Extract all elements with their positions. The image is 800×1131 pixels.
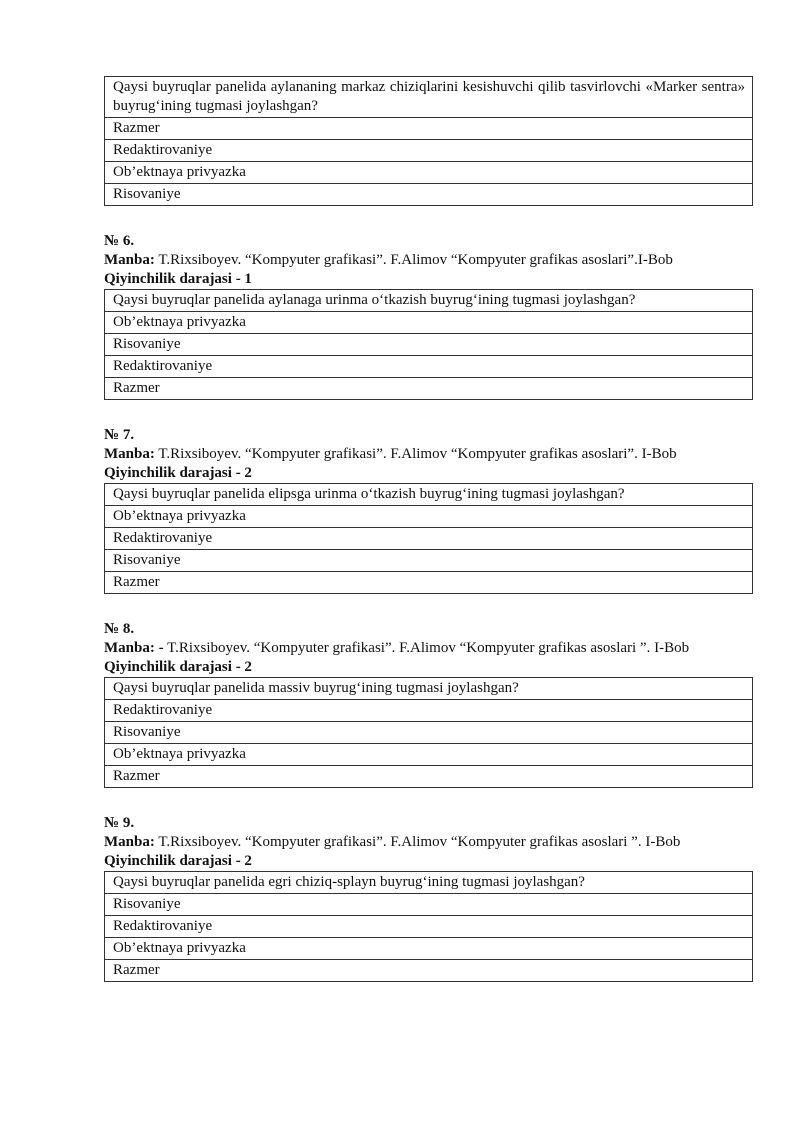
question-text: Qaysi buyruqlar panelida aylanaga urinma o‘tkazish buyrug‘ining tugmasi joylashgan? (105, 290, 753, 312)
option-row (105, 938, 753, 960)
question-source (104, 251, 753, 270)
question-row (105, 290, 753, 312)
option-text: Razmer (105, 960, 753, 982)
question-table (104, 871, 753, 982)
option-row (105, 140, 753, 162)
question-number: № 9. (104, 815, 135, 831)
question-table (104, 483, 753, 594)
option-row (105, 572, 753, 594)
option-row (105, 960, 753, 982)
document-page (104, 76, 753, 982)
option-text: Ob’ektnaya privyazka (105, 938, 753, 960)
question-text: Qaysi buyruqlar panelida aylananing markaz chiziqlarini kesishuvchi qilib tasvirlovchi «Marker sentra» buyrug‘ining tugmasi joylashgan? (105, 77, 753, 118)
option-text: Ob’ektnaya privyazka (105, 312, 753, 334)
question-table (104, 677, 753, 788)
option-row (105, 550, 753, 572)
question-difficulty: Qiyinchilik darajasi - 2 (104, 659, 252, 675)
option-text: Redaktirovaniye (105, 528, 753, 550)
question-text: Qaysi buyruqlar panelida elipsga urinma o‘tkazish buyrug‘ining tugmasi joylashgan? (105, 484, 753, 506)
question-text: Qaysi buyruqlar panelida massiv buyrug‘ining tugmasi joylashgan? (105, 678, 753, 700)
option-text: Risovaniye (105, 184, 753, 206)
question-text: Qaysi buyruqlar panelida egri chiziq-splayn buyrug‘ining tugmasi joylashgan? (105, 872, 753, 894)
option-row (105, 334, 753, 356)
question-block-6 (104, 232, 753, 400)
option-row (105, 916, 753, 938)
question-number: № 7. (104, 427, 135, 443)
question-number: № 8. (104, 621, 135, 637)
source-text: T.Rixsiboyev. “Kompyuter grafikasi”. F.Alimov “Kompyuter grafikas asoslari”. I-Bob (158, 446, 677, 462)
option-text: Ob’ektnaya privyazka (105, 162, 753, 184)
option-row (105, 312, 753, 334)
option-row (105, 722, 753, 744)
option-text: Redaktirovaniye (105, 700, 753, 722)
question-source (104, 639, 753, 658)
option-row (105, 766, 753, 788)
source-label: Manba: - (104, 640, 164, 656)
option-text: Redaktirovaniye (105, 356, 753, 378)
question-block-7 (104, 426, 753, 594)
option-row (105, 162, 753, 184)
question-difficulty: Qiyinchilik darajasi - 1 (104, 271, 252, 287)
question-difficulty: Qiyinchilik darajasi - 2 (104, 853, 252, 869)
option-text: Risovaniye (105, 894, 753, 916)
question-source (104, 833, 753, 852)
option-row (105, 356, 753, 378)
source-text: T.Rixsiboyev. “Kompyuter grafikasi”. F.Alimov “Kompyuter grafikas asoslari”.I-Bob (158, 252, 673, 268)
option-text: Risovaniye (105, 550, 753, 572)
question-row (105, 872, 753, 894)
option-text: Redaktirovaniye (105, 916, 753, 938)
option-row (105, 700, 753, 722)
option-row (105, 528, 753, 550)
question-source (104, 445, 753, 464)
option-row (105, 894, 753, 916)
option-text: Ob’ektnaya privyazka (105, 506, 753, 528)
source-text: T.Rixsiboyev. “Kompyuter grafikasi”. F.Alimov “Kompyuter grafikas asoslari ”. I-Bob (167, 640, 690, 656)
question-number: № 6. (104, 233, 135, 249)
source-label: Manba: (104, 834, 155, 850)
question-row (105, 678, 753, 700)
option-text: Razmer (105, 118, 753, 140)
option-row (105, 378, 753, 400)
question-block-9 (104, 814, 753, 982)
option-text: Razmer (105, 766, 753, 788)
option-text: Ob’ektnaya privyazka (105, 744, 753, 766)
option-row (105, 744, 753, 766)
source-text: T.Rixsiboyev. “Kompyuter grafikasi”. F.Alimov “Kompyuter grafikas asoslari ”. I-Bob (158, 834, 681, 850)
option-row (105, 184, 753, 206)
option-text: Razmer (105, 378, 753, 400)
question-block-8 (104, 620, 753, 788)
question-table (104, 289, 753, 400)
question-row (105, 77, 753, 118)
source-label: Manba: (104, 446, 155, 462)
option-text: Risovaniye (105, 334, 753, 356)
option-row (105, 118, 753, 140)
option-row (105, 506, 753, 528)
option-text: Razmer (105, 572, 753, 594)
option-text: Risovaniye (105, 722, 753, 744)
option-text: Redaktirovaniye (105, 140, 753, 162)
question-table-top (104, 76, 753, 206)
question-row (105, 484, 753, 506)
source-label: Manba: (104, 252, 155, 268)
question-difficulty: Qiyinchilik darajasi - 2 (104, 465, 252, 481)
